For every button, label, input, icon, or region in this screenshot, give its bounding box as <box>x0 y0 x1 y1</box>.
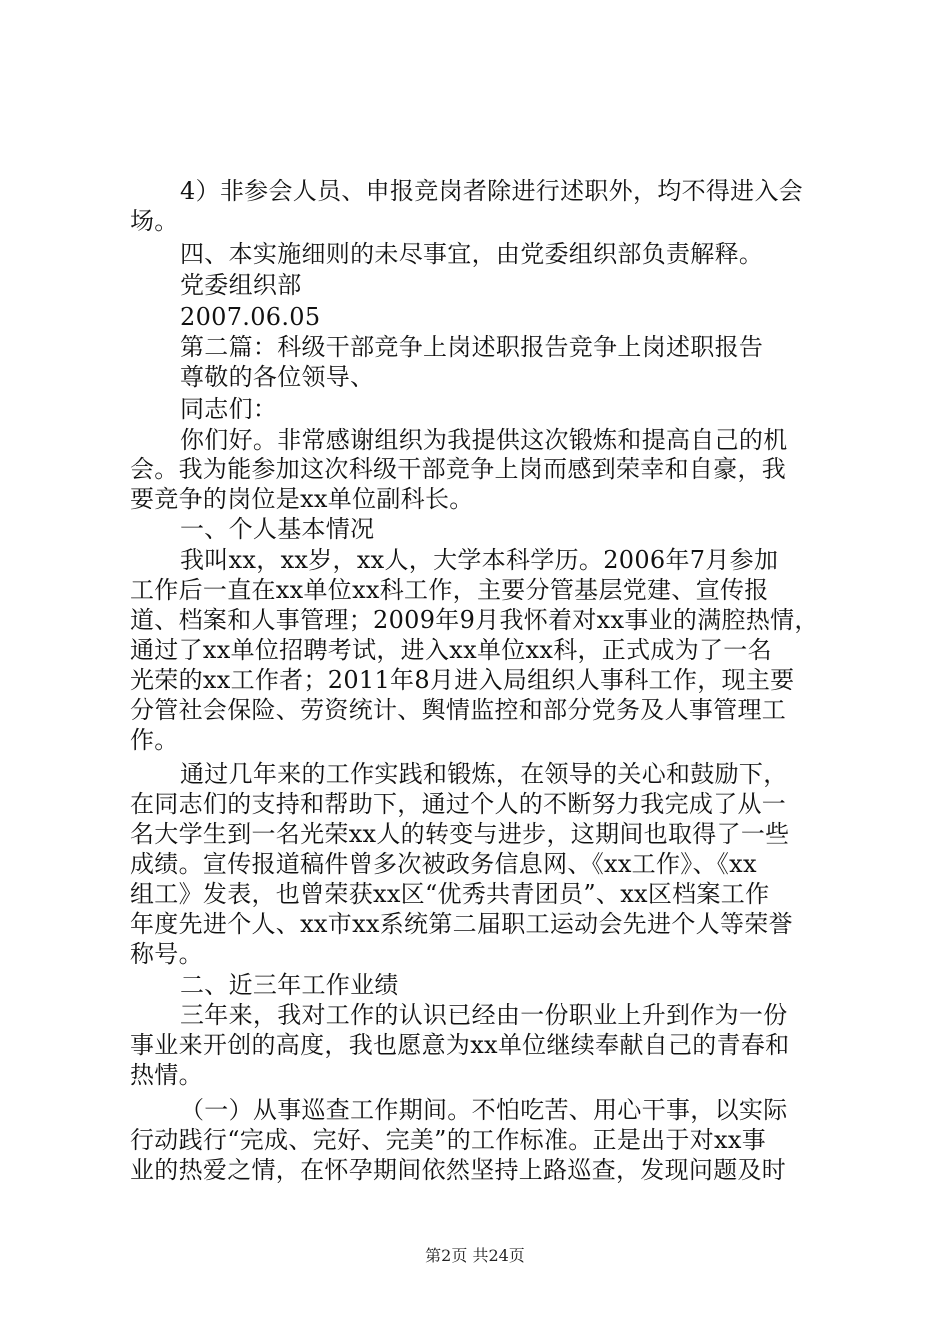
text-line: 年度先进个人、xx市xx系统第二届职工运动会先进个人等荣誉 <box>130 910 793 938</box>
text-line: （一）从事巡查工作期间。不怕吃苦、用心干事，以实际 <box>180 1096 788 1124</box>
text-line: 业的热爱之情，在怀孕期间依然坚持上路巡查，发现问题及时 <box>130 1156 787 1184</box>
salutation: 同志们： <box>180 395 278 423</box>
text-line: 通过几年来的工作实践和锻炼，在领导的关心和鼓励下， <box>180 760 788 788</box>
text-line: 你们好。非常感谢组织为我提供这次锻炼和提高自己的机 <box>180 426 788 454</box>
text-line: 场。 <box>130 207 179 235</box>
text-line: 党委组织部 <box>180 271 302 299</box>
text-line: 分管社会保险、劳资统计、舆情监控和部分党务及人事管理工 <box>130 696 787 724</box>
text-line: 作。 <box>130 726 179 754</box>
text-line: 要竞争的岗位是xx单位副科长。 <box>130 485 474 513</box>
text-line: 道、档案和人事管理；2009年9月我怀着对xx事业的满腔热情， <box>130 606 819 634</box>
text-line: 名大学生到一名光荣xx人的转变与进步，这期间也取得了一些 <box>130 820 790 848</box>
text-line: 会。我为能参加这次科级干部竞争上岗而感到荣幸和自豪，我 <box>130 455 787 483</box>
text-line: 组工》发表，也曾荣获xx区“优秀共青团员”、xx区档案工作 <box>130 880 770 908</box>
text-line: 成绩。宣传报道稿件曾多次被政务信息网、《xx工作》、《xx <box>130 850 757 878</box>
salutation: 尊敬的各位领导、 <box>180 363 375 391</box>
page-number-footer: 第2页 共24页 <box>425 1246 525 1265</box>
text-line: 事业来开创的高度，我也愿意为xx单位继续奉献自己的青春和 <box>130 1031 790 1059</box>
text-line: 通过了xx单位招聘考试，进入xx单位xx科，正式成为了一名 <box>130 636 772 664</box>
text-line: 称号。 <box>130 940 203 968</box>
text-line: 行动践行“完成、完好、完美”的工作标准。正是出于对xx事 <box>130 1126 767 1154</box>
text-line: 光荣的xx工作者；2011年8月进入局组织人事科工作，现主要 <box>130 666 795 694</box>
section-heading: 二、近三年工作业绩 <box>180 971 399 999</box>
text-line: 四、本实施细则的未尽事宜，由党委组织部负责解释。 <box>180 240 764 268</box>
text-line: 工作后一直在xx单位xx科工作，主要分管基层党建、宣传报 <box>130 576 769 604</box>
text-line: 2007.06.05 <box>180 303 321 331</box>
section-heading: 一、个人基本情况 <box>180 515 375 543</box>
text-line: 在同志们的支持和帮助下，通过个人的不断努力我完成了从一 <box>130 790 787 818</box>
text-line: 热情。 <box>130 1061 203 1089</box>
section-heading: 第二篇：科级干部竞争上岗述职报告竞争上岗述职报告 <box>180 333 764 361</box>
text-line: 4）非参会人员、申报竞岗者除进行述职外，均不得进入会 <box>180 177 804 205</box>
text-line: 三年来，我对工作的认识已经由一份职业上升到作为一份 <box>180 1001 788 1029</box>
text-line: 我叫xx，xx岁，xx人，大学本科学历。2006年7月参加 <box>180 546 779 574</box>
